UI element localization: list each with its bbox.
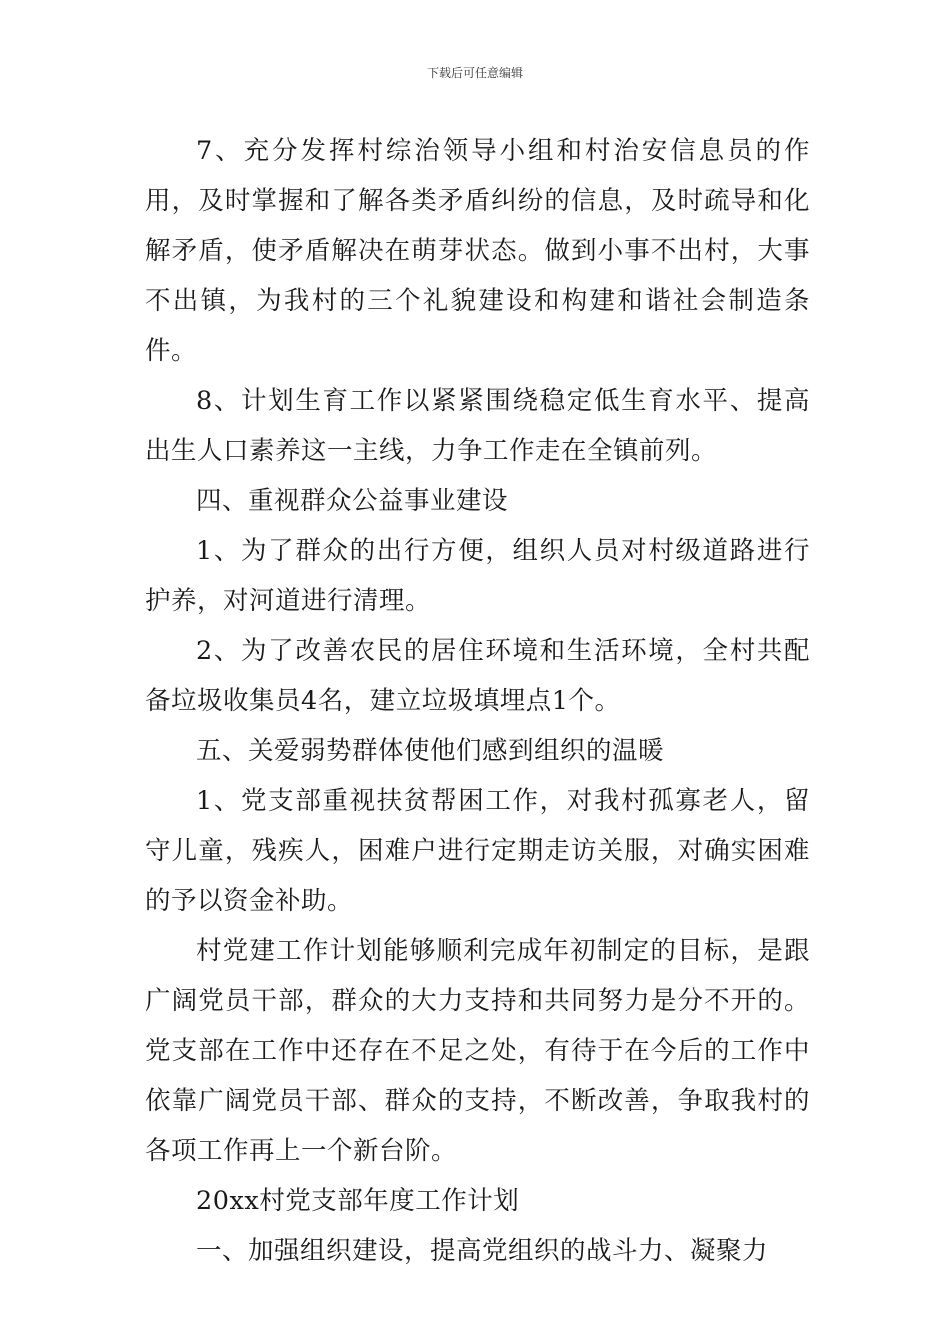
document-body [145,126,810,1276]
paragraph-item-7: 7、充分发挥村综治领导小组和村治安信息员的作用，及时掌握和了解各类矛盾纠纷的信息，及时疏导和化解矛盾，使矛盾解决在萌芽状态。做到小事不出村，大事不出镇，为我村的三个礼貌建设和构建和谐社会制造条件。 [145,136,810,366]
document-subtitle: 20xx村党支部年度工作计划 [196,1186,520,1216]
summary-paragraph: 村党建工作计划能够顺利完成年初制定的目标，是跟广阔党员干部，群众的大力支持和共同努力是分不开的。党支部在工作中还存在不足之处，有待于在今后的工作中依靠广阔党员干部、群众的支持，不断改善，争取我村的各项工作再上一个新台阶。 [145,936,810,1166]
paragraph-item-4-2: 2、为了改善农民的居住环境和生活环境，全村共配备垃圾收集员4名，建立垃圾填埋点1个。 [145,636,810,716]
section-heading-4: 四、重视群众公益事业建设 [196,486,509,516]
paragraph-item-5-1: 1、党支部重视扶贫帮困工作，对我村孤寡老人，留守儿童，残疾人，困难户进行定期走访关服，对确实困难的予以资金补助。 [145,786,810,916]
section-heading-1: 一、加强组织建设，提高党组织的战斗力、凝聚力 [196,1236,769,1266]
page-header: 下载后可任意编辑 [426,66,523,80]
paragraph-item-4-1: 1、为了群众的出行方便，组织人员对村级道路进行护养，对河道进行清理。 [145,536,810,616]
paragraph-item-8: 8、计划生育工作以紧紧围绕稳定低生育水平、提高出生人口素养这一主线，力争工作走在全镇前列。 [145,386,810,466]
section-heading-5: 五、关爱弱势群体使他们感到组织的温暖 [196,736,665,766]
